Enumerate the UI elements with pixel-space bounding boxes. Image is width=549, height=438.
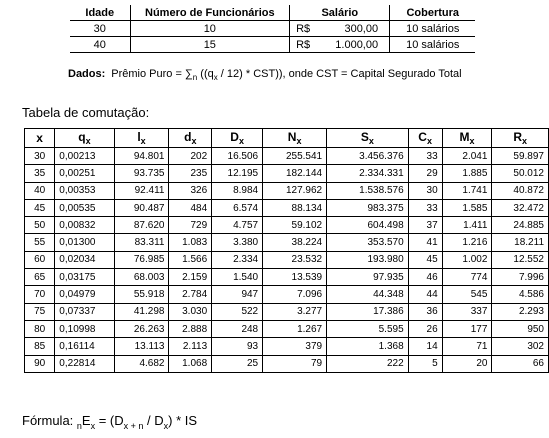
comut-header-6 bbox=[327, 129, 409, 148]
comut-header-symbol: D bbox=[230, 130, 239, 144]
comut-cell: 40 bbox=[25, 182, 55, 199]
table-row bbox=[25, 251, 549, 268]
comut-cell: 4.682 bbox=[114, 355, 169, 372]
comutation-header-row bbox=[25, 129, 549, 148]
comut-cell: 545 bbox=[442, 286, 492, 303]
comut-cell: 41 bbox=[408, 234, 442, 251]
comut-cell: 5 bbox=[408, 355, 442, 372]
comut-cell: 59.897 bbox=[492, 148, 549, 165]
comutation-body bbox=[25, 148, 549, 373]
comut-header-symbol: S bbox=[360, 130, 369, 144]
comut-cell: 235 bbox=[169, 165, 212, 182]
comut-header-subscript: x bbox=[426, 136, 432, 146]
formula-sub-n: n bbox=[76, 421, 82, 431]
comut-header-subscript: x bbox=[296, 136, 302, 146]
formula-sub-x: x bbox=[90, 421, 96, 431]
comut-cell: 13.539 bbox=[263, 269, 327, 286]
comut-cell: 0,00832 bbox=[55, 217, 114, 234]
comut-header-symbol: M bbox=[459, 130, 470, 144]
salary-value: 300,00 bbox=[344, 22, 379, 35]
cell-idade: 40 bbox=[70, 37, 130, 53]
comut-cell: 0,00353 bbox=[55, 182, 114, 199]
comut-cell: 93.735 bbox=[114, 165, 169, 182]
comut-cell: 50.012 bbox=[492, 165, 549, 182]
comut-cell: 44.348 bbox=[327, 286, 409, 303]
comut-cell: 87.620 bbox=[114, 217, 169, 234]
comut-cell: 24.885 bbox=[492, 217, 549, 234]
comut-cell: 0,22814 bbox=[55, 355, 114, 372]
comut-cell: 18.211 bbox=[492, 234, 549, 251]
comut-cell: 5.595 bbox=[327, 320, 409, 337]
comut-cell: 1.741 bbox=[442, 182, 492, 199]
comut-cell: 302 bbox=[492, 338, 549, 355]
comut-cell: 85 bbox=[25, 338, 55, 355]
comutation-table bbox=[24, 128, 549, 373]
formula-post: ) * IS bbox=[168, 413, 198, 428]
comut-header-3 bbox=[169, 129, 212, 148]
comut-cell: 33 bbox=[408, 199, 442, 216]
comut-cell: 7.996 bbox=[492, 269, 549, 286]
comut-cell: 202 bbox=[169, 148, 212, 165]
comut-header-9 bbox=[492, 129, 549, 148]
comut-cell: 55.918 bbox=[114, 286, 169, 303]
header-cobertura: Cobertura bbox=[390, 5, 475, 21]
comut-cell: 1.585 bbox=[442, 199, 492, 216]
currency-symbol: R$ bbox=[296, 38, 311, 51]
comut-cell: 1.083 bbox=[169, 234, 212, 251]
comut-cell: 379 bbox=[263, 338, 327, 355]
comut-cell: 59.102 bbox=[263, 217, 327, 234]
comut-cell: 0,04979 bbox=[55, 286, 114, 303]
dados-mid: ((q bbox=[197, 68, 214, 80]
table-row bbox=[25, 217, 549, 234]
comut-cell: 484 bbox=[169, 199, 212, 216]
comut-cell: 46 bbox=[408, 269, 442, 286]
cell-cobertura: 10 salários bbox=[390, 21, 475, 37]
comut-header-subscript: x bbox=[469, 136, 475, 146]
header-funcionarios: Número de Funcionários bbox=[130, 5, 290, 21]
comut-cell: 0,02034 bbox=[55, 251, 114, 268]
comut-cell: 255.541 bbox=[263, 148, 327, 165]
comut-cell: 45 bbox=[408, 251, 442, 268]
comut-cell: 950 bbox=[492, 320, 549, 337]
comut-cell: 2.334.331 bbox=[327, 165, 409, 182]
comut-cell: 16.506 bbox=[212, 148, 263, 165]
comut-header-8 bbox=[442, 129, 492, 148]
comut-cell: 3.030 bbox=[169, 303, 212, 320]
formula-slash: / D bbox=[143, 413, 164, 428]
comut-header-subscript: x bbox=[140, 136, 146, 146]
comut-header-4 bbox=[212, 129, 263, 148]
header-idade: Idade bbox=[70, 5, 130, 21]
comut-header-symbol: x bbox=[36, 131, 43, 145]
comut-header-2 bbox=[114, 129, 169, 148]
comut-cell: 0,10998 bbox=[55, 320, 114, 337]
cell-cobertura: 10 salários bbox=[390, 37, 475, 53]
comut-cell: 30 bbox=[408, 182, 442, 199]
comut-cell: 2.041 bbox=[442, 148, 492, 165]
comut-cell: 35 bbox=[25, 165, 55, 182]
comut-cell: 40.872 bbox=[492, 182, 549, 199]
comut-cell: 604.498 bbox=[327, 217, 409, 234]
table-row bbox=[25, 165, 549, 182]
comut-cell: 3.380 bbox=[212, 234, 263, 251]
comut-header-symbol: C bbox=[418, 130, 427, 144]
comut-cell: 29 bbox=[408, 165, 442, 182]
comut-cell: 3.277 bbox=[263, 303, 327, 320]
comut-cell: 177 bbox=[442, 320, 492, 337]
comut-cell: 0,07337 bbox=[55, 303, 114, 320]
comut-cell: 76.985 bbox=[114, 251, 169, 268]
table-row bbox=[25, 303, 549, 320]
comut-cell: 50 bbox=[25, 217, 55, 234]
table-row bbox=[25, 320, 549, 337]
comut-cell: 92.411 bbox=[114, 182, 169, 199]
formula-sub-x2: x bbox=[163, 421, 169, 431]
table-row bbox=[25, 286, 549, 303]
comut-header-1 bbox=[55, 129, 114, 148]
comut-cell: 0,03175 bbox=[55, 269, 114, 286]
comut-header-subscript: x bbox=[85, 136, 91, 146]
comut-cell: 44 bbox=[408, 286, 442, 303]
dados-sub-x: x bbox=[213, 73, 218, 82]
cell-salario bbox=[290, 21, 390, 37]
comut-cell: 26 bbox=[408, 320, 442, 337]
comut-cell: 1.538.576 bbox=[327, 182, 409, 199]
comut-cell: 60 bbox=[25, 251, 55, 268]
comut-cell: 94.801 bbox=[114, 148, 169, 165]
comut-cell: 1.566 bbox=[169, 251, 212, 268]
comut-header-symbol: R bbox=[513, 130, 523, 144]
comut-cell: 14 bbox=[408, 338, 442, 355]
comut-cell: 8.984 bbox=[212, 182, 263, 199]
comut-header-subscript: x bbox=[522, 136, 528, 146]
comut-cell: 0,00251 bbox=[55, 165, 114, 182]
comut-cell: 41.298 bbox=[114, 303, 169, 320]
comut-cell: 6.574 bbox=[212, 199, 263, 216]
comut-header-0 bbox=[25, 129, 55, 148]
formula-sub-xn: x + n bbox=[123, 421, 144, 431]
header-salario: Salário bbox=[290, 5, 390, 21]
comut-cell: 1.368 bbox=[327, 338, 409, 355]
comut-cell: 20 bbox=[442, 355, 492, 372]
comut-header-symbol: N bbox=[287, 130, 297, 144]
dados-post: / 12) * CST)), onde CST = Capital Segurado Total bbox=[217, 68, 462, 80]
comut-cell: 55 bbox=[25, 234, 55, 251]
comut-cell: 2.113 bbox=[169, 338, 212, 355]
comut-cell: 353.570 bbox=[327, 234, 409, 251]
comut-cell: 38.224 bbox=[263, 234, 327, 251]
table-row bbox=[70, 21, 475, 37]
comut-cell: 30 bbox=[25, 148, 55, 165]
comut-cell: 0,16114 bbox=[55, 338, 114, 355]
comut-cell: 70 bbox=[25, 286, 55, 303]
comut-cell: 1.540 bbox=[212, 269, 263, 286]
table-row bbox=[25, 355, 549, 372]
comut-cell: 0,01300 bbox=[55, 234, 114, 251]
comut-cell: 2.784 bbox=[169, 286, 212, 303]
table-row bbox=[25, 269, 549, 286]
comut-cell: 2.293 bbox=[492, 303, 549, 320]
comut-cell: 75 bbox=[25, 303, 55, 320]
table-row bbox=[25, 338, 549, 355]
comut-cell: 90.487 bbox=[114, 199, 169, 216]
comut-cell: 1.267 bbox=[263, 320, 327, 337]
comut-cell: 222 bbox=[327, 355, 409, 372]
comut-cell: 80 bbox=[25, 320, 55, 337]
comut-cell: 983.375 bbox=[327, 199, 409, 216]
comut-cell: 12.552 bbox=[492, 251, 549, 268]
comut-cell: 32.472 bbox=[492, 199, 549, 216]
table-row bbox=[25, 234, 549, 251]
table-row bbox=[25, 148, 549, 165]
comut-header-subscript: x bbox=[368, 136, 374, 146]
comut-cell: 93 bbox=[212, 338, 263, 355]
comut-cell: 90 bbox=[25, 355, 55, 372]
comut-cell: 0,00213 bbox=[55, 148, 114, 165]
comut-cell: 774 bbox=[442, 269, 492, 286]
dados-pre: Prêmio Puro = ∑ bbox=[111, 68, 193, 80]
comut-header-7 bbox=[408, 129, 442, 148]
comut-cell: 68.003 bbox=[114, 269, 169, 286]
employees-header-row bbox=[70, 5, 475, 21]
comut-cell: 25 bbox=[212, 355, 263, 372]
comut-cell: 729 bbox=[169, 217, 212, 234]
comut-cell: 71 bbox=[442, 338, 492, 355]
comutation-title: Tabela de comutação: bbox=[22, 105, 150, 120]
formula-line bbox=[22, 413, 197, 431]
comut-cell: 1.068 bbox=[169, 355, 212, 372]
cell-funcionarios: 15 bbox=[130, 37, 290, 53]
table-row bbox=[25, 182, 549, 199]
comut-cell: 37 bbox=[408, 217, 442, 234]
comut-cell: 7.096 bbox=[263, 286, 327, 303]
comut-cell: 23.532 bbox=[263, 251, 327, 268]
formula-label: Fórmula: bbox=[22, 413, 77, 428]
comut-cell: 65 bbox=[25, 269, 55, 286]
comut-cell: 2.888 bbox=[169, 320, 212, 337]
cell-funcionarios: 10 bbox=[130, 21, 290, 37]
comut-cell: 66 bbox=[492, 355, 549, 372]
comut-cell: 97.935 bbox=[327, 269, 409, 286]
comut-cell: 522 bbox=[212, 303, 263, 320]
comut-cell: 182.144 bbox=[263, 165, 327, 182]
comut-cell: 326 bbox=[169, 182, 212, 199]
comut-cell: 1.411 bbox=[442, 217, 492, 234]
comut-header-symbol: d bbox=[184, 130, 192, 144]
comut-cell: 337 bbox=[442, 303, 492, 320]
comut-cell: 2.159 bbox=[169, 269, 212, 286]
comut-cell: 1.885 bbox=[442, 165, 492, 182]
comut-cell: 2.334 bbox=[212, 251, 263, 268]
comut-cell: 17.386 bbox=[327, 303, 409, 320]
dados-line bbox=[68, 68, 462, 82]
comut-cell: 248 bbox=[212, 320, 263, 337]
comut-cell: 79 bbox=[263, 355, 327, 372]
comut-cell: 1.216 bbox=[442, 234, 492, 251]
comut-header-subscript: x bbox=[238, 136, 244, 146]
comut-cell: 45 bbox=[25, 199, 55, 216]
cell-salario bbox=[290, 37, 390, 53]
comut-header-symbol: q bbox=[78, 130, 86, 144]
comut-cell: 3.456.376 bbox=[327, 148, 409, 165]
comut-cell: 12.195 bbox=[212, 165, 263, 182]
table-row bbox=[70, 37, 475, 53]
comut-cell: 26.263 bbox=[114, 320, 169, 337]
currency-symbol: R$ bbox=[296, 22, 311, 35]
comut-cell: 4.757 bbox=[212, 217, 263, 234]
comut-cell: 1.002 bbox=[442, 251, 492, 268]
formula-eq: = (D bbox=[95, 413, 124, 428]
comut-cell: 127.962 bbox=[263, 182, 327, 199]
formula-e: E bbox=[81, 413, 91, 428]
comut-header-subscript: x bbox=[191, 136, 197, 146]
comut-cell: 83.311 bbox=[114, 234, 169, 251]
comut-cell: 36 bbox=[408, 303, 442, 320]
comut-cell: 0,00535 bbox=[55, 199, 114, 216]
salary-value: 1.000,00 bbox=[335, 38, 379, 51]
comut-cell: 13.113 bbox=[114, 338, 169, 355]
comut-cell: 947 bbox=[212, 286, 263, 303]
comut-cell: 33 bbox=[408, 148, 442, 165]
dados-sub-n: n bbox=[192, 73, 198, 82]
comut-header-5 bbox=[263, 129, 327, 148]
employees-table bbox=[70, 5, 475, 53]
comut-cell: 4.586 bbox=[492, 286, 549, 303]
comut-cell: 88.134 bbox=[263, 199, 327, 216]
cell-idade: 30 bbox=[70, 21, 130, 37]
comut-header-symbol: l bbox=[137, 130, 141, 144]
dados-label: Dados: bbox=[68, 68, 106, 80]
table-row bbox=[25, 199, 549, 216]
comut-cell: 193.980 bbox=[327, 251, 409, 268]
